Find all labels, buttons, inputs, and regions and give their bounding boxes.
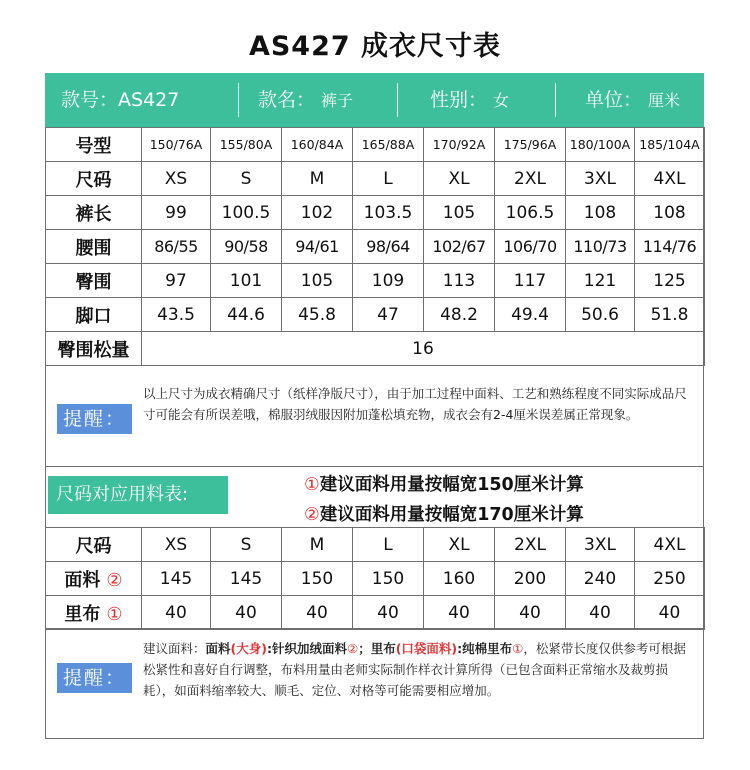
table-cell: 100.5	[211, 196, 282, 230]
table-cell: 200	[495, 562, 566, 596]
table-cell: L	[353, 528, 424, 562]
table-cell: 40	[566, 596, 635, 630]
table-cell: 43.5	[142, 298, 211, 332]
table-cell: 90/58	[211, 230, 282, 264]
table-cell: 125	[635, 264, 705, 298]
table-cell: 175/96A	[495, 128, 566, 162]
table-cell: 45.8	[282, 298, 353, 332]
table-cell: 250	[635, 562, 705, 596]
table-row	[46, 162, 705, 196]
row-label: 尺码	[46, 528, 142, 562]
row-label: 裤长	[46, 196, 142, 230]
table-row	[46, 196, 705, 230]
table-cell: 155/80A	[211, 128, 282, 162]
table-cell: 165/88A	[353, 128, 424, 162]
table-cell: 108	[635, 196, 705, 230]
table-cell: 117	[495, 264, 566, 298]
table-cell: 86/55	[142, 230, 211, 264]
table-cell: 49.4	[495, 298, 566, 332]
table-cell: 109	[353, 264, 424, 298]
table-cell: 180/100A	[566, 128, 635, 162]
row-label: 腰围	[46, 230, 142, 264]
table-cell: 240	[566, 562, 635, 596]
table-cell: 3XL	[566, 528, 635, 562]
table-cell: XL	[424, 162, 495, 196]
ease-value: 16	[142, 332, 705, 366]
page-title: AS427 成衣尺寸表	[248, 31, 502, 62]
table-cell: 2XL	[495, 162, 566, 196]
table-cell: 185/104A	[635, 128, 705, 162]
table-cell: S	[211, 528, 282, 562]
section-divider	[45, 466, 704, 467]
table-cell: S	[211, 162, 282, 196]
table-cell: 97	[142, 264, 211, 298]
reminder-text: 以上尺寸为成衣精确尺寸（纸样净版尺寸），由于加工过程中面料、工艺和熟练程度不同实际成品尺寸可能会有所误差哦，棉服羽绒服因附加蓬松填充物，成衣会有2-4厘米误差属正常现象。	[143, 386, 687, 422]
table-cell: XL	[424, 528, 495, 562]
table-cell: 51.8	[635, 298, 705, 332]
table-cell: 40	[353, 596, 424, 630]
row-label-mark: ①	[106, 603, 123, 625]
row-label: 脚口	[46, 298, 142, 332]
table-cell: 106.5	[495, 196, 566, 230]
row-label	[46, 562, 142, 596]
style-name: 款名： 裤子	[258, 89, 354, 111]
table-cell: 94/61	[282, 230, 353, 264]
style-number: 款号：AS427	[61, 89, 180, 111]
table-cell: 105	[424, 196, 495, 230]
header-bar	[45, 73, 704, 127]
table-row	[46, 230, 705, 264]
table-cell: 3XL	[566, 162, 635, 196]
table-cell: 114/76	[635, 230, 705, 264]
table-cell: 150/76A	[142, 128, 211, 162]
table-cell: 145	[211, 562, 282, 596]
row-label: 号型	[46, 128, 142, 162]
row-label-text: 面料	[64, 569, 101, 591]
table-cell: 102/67	[424, 230, 495, 264]
table-cell: 47	[353, 298, 424, 332]
table-cell: 105	[282, 264, 353, 298]
table-cell: 40	[282, 596, 353, 630]
table-cell: XS	[142, 162, 211, 196]
table-cell: 50.6	[566, 298, 635, 332]
table-row	[46, 298, 705, 332]
reminder-text: 建议面料：面料(大身):针织加绒面料②；里布(口袋面料):纯棉里布①，松紧带长度仅供参考可根据松紧性和喜好自行调整，布料用量由老师实际制作样衣计算所得（已包含面料正常缩水及裁剪损耗），如面料缩率较大、顺毛、定位、对格等可能需要相应增加。	[143, 641, 686, 698]
reminder-badge: 提醒：	[57, 404, 132, 434]
table-cell: L	[353, 162, 424, 196]
table-cell: 40	[142, 596, 211, 630]
table-row	[46, 596, 705, 630]
header-divider	[397, 83, 398, 117]
table-cell: 40	[635, 596, 705, 630]
table-cell: 106/70	[495, 230, 566, 264]
table-row	[46, 562, 705, 596]
header-divider	[238, 83, 239, 117]
gender: 性别： 女	[430, 89, 510, 111]
fabric-rule-170: ②建议面料用量按幅宽170厘米计算	[304, 505, 584, 525]
unit: 单位： 厘米	[585, 89, 681, 111]
table-cell: 98/64	[353, 230, 424, 264]
table-cell: M	[282, 162, 353, 196]
row-label: 臀围	[46, 264, 142, 298]
fabric-table	[45, 527, 705, 630]
table-cell: 108	[566, 196, 635, 230]
table-cell: 113	[424, 264, 495, 298]
row-label-text: 里布	[64, 603, 101, 625]
row-label-mark: ②	[106, 569, 123, 591]
ease-label: 臀围松量	[46, 332, 142, 366]
table-cell: 40	[424, 596, 495, 630]
table-cell: 2XL	[495, 528, 566, 562]
reminder-badge: 提醒：	[57, 663, 132, 693]
table-cell: 150	[353, 562, 424, 596]
header-divider	[555, 83, 556, 117]
table-cell: M	[282, 528, 353, 562]
table-cell: 160/84A	[282, 128, 353, 162]
table-cell: 145	[142, 562, 211, 596]
section-divider	[45, 628, 704, 629]
size-table	[45, 127, 705, 366]
fabric-rule-150: ①建议面料用量按幅宽150厘米计算	[304, 475, 584, 495]
row-label: 尺码	[46, 162, 142, 196]
row-label	[46, 596, 142, 630]
table-cell: 110/73	[566, 230, 635, 264]
table-cell: 101	[211, 264, 282, 298]
table-cell: 99	[142, 196, 211, 230]
table-cell: 48.2	[424, 298, 495, 332]
table-cell: 150	[282, 562, 353, 596]
table-cell: 102	[282, 196, 353, 230]
table-cell: 170/92A	[424, 128, 495, 162]
table-cell: 4XL	[635, 162, 705, 196]
table-cell: 4XL	[635, 528, 705, 562]
table-cell: XS	[142, 528, 211, 562]
table-row	[46, 528, 705, 562]
fabric-section-title: 尺码对应用料表:	[48, 476, 228, 514]
table-cell: 160	[424, 562, 495, 596]
table-row	[46, 264, 705, 298]
table-cell: 40	[211, 596, 282, 630]
table-cell: 103.5	[353, 196, 424, 230]
table-row	[46, 128, 705, 162]
table-cell: 121	[566, 264, 635, 298]
table-cell: 44.6	[211, 298, 282, 332]
table-cell: 40	[495, 596, 566, 630]
